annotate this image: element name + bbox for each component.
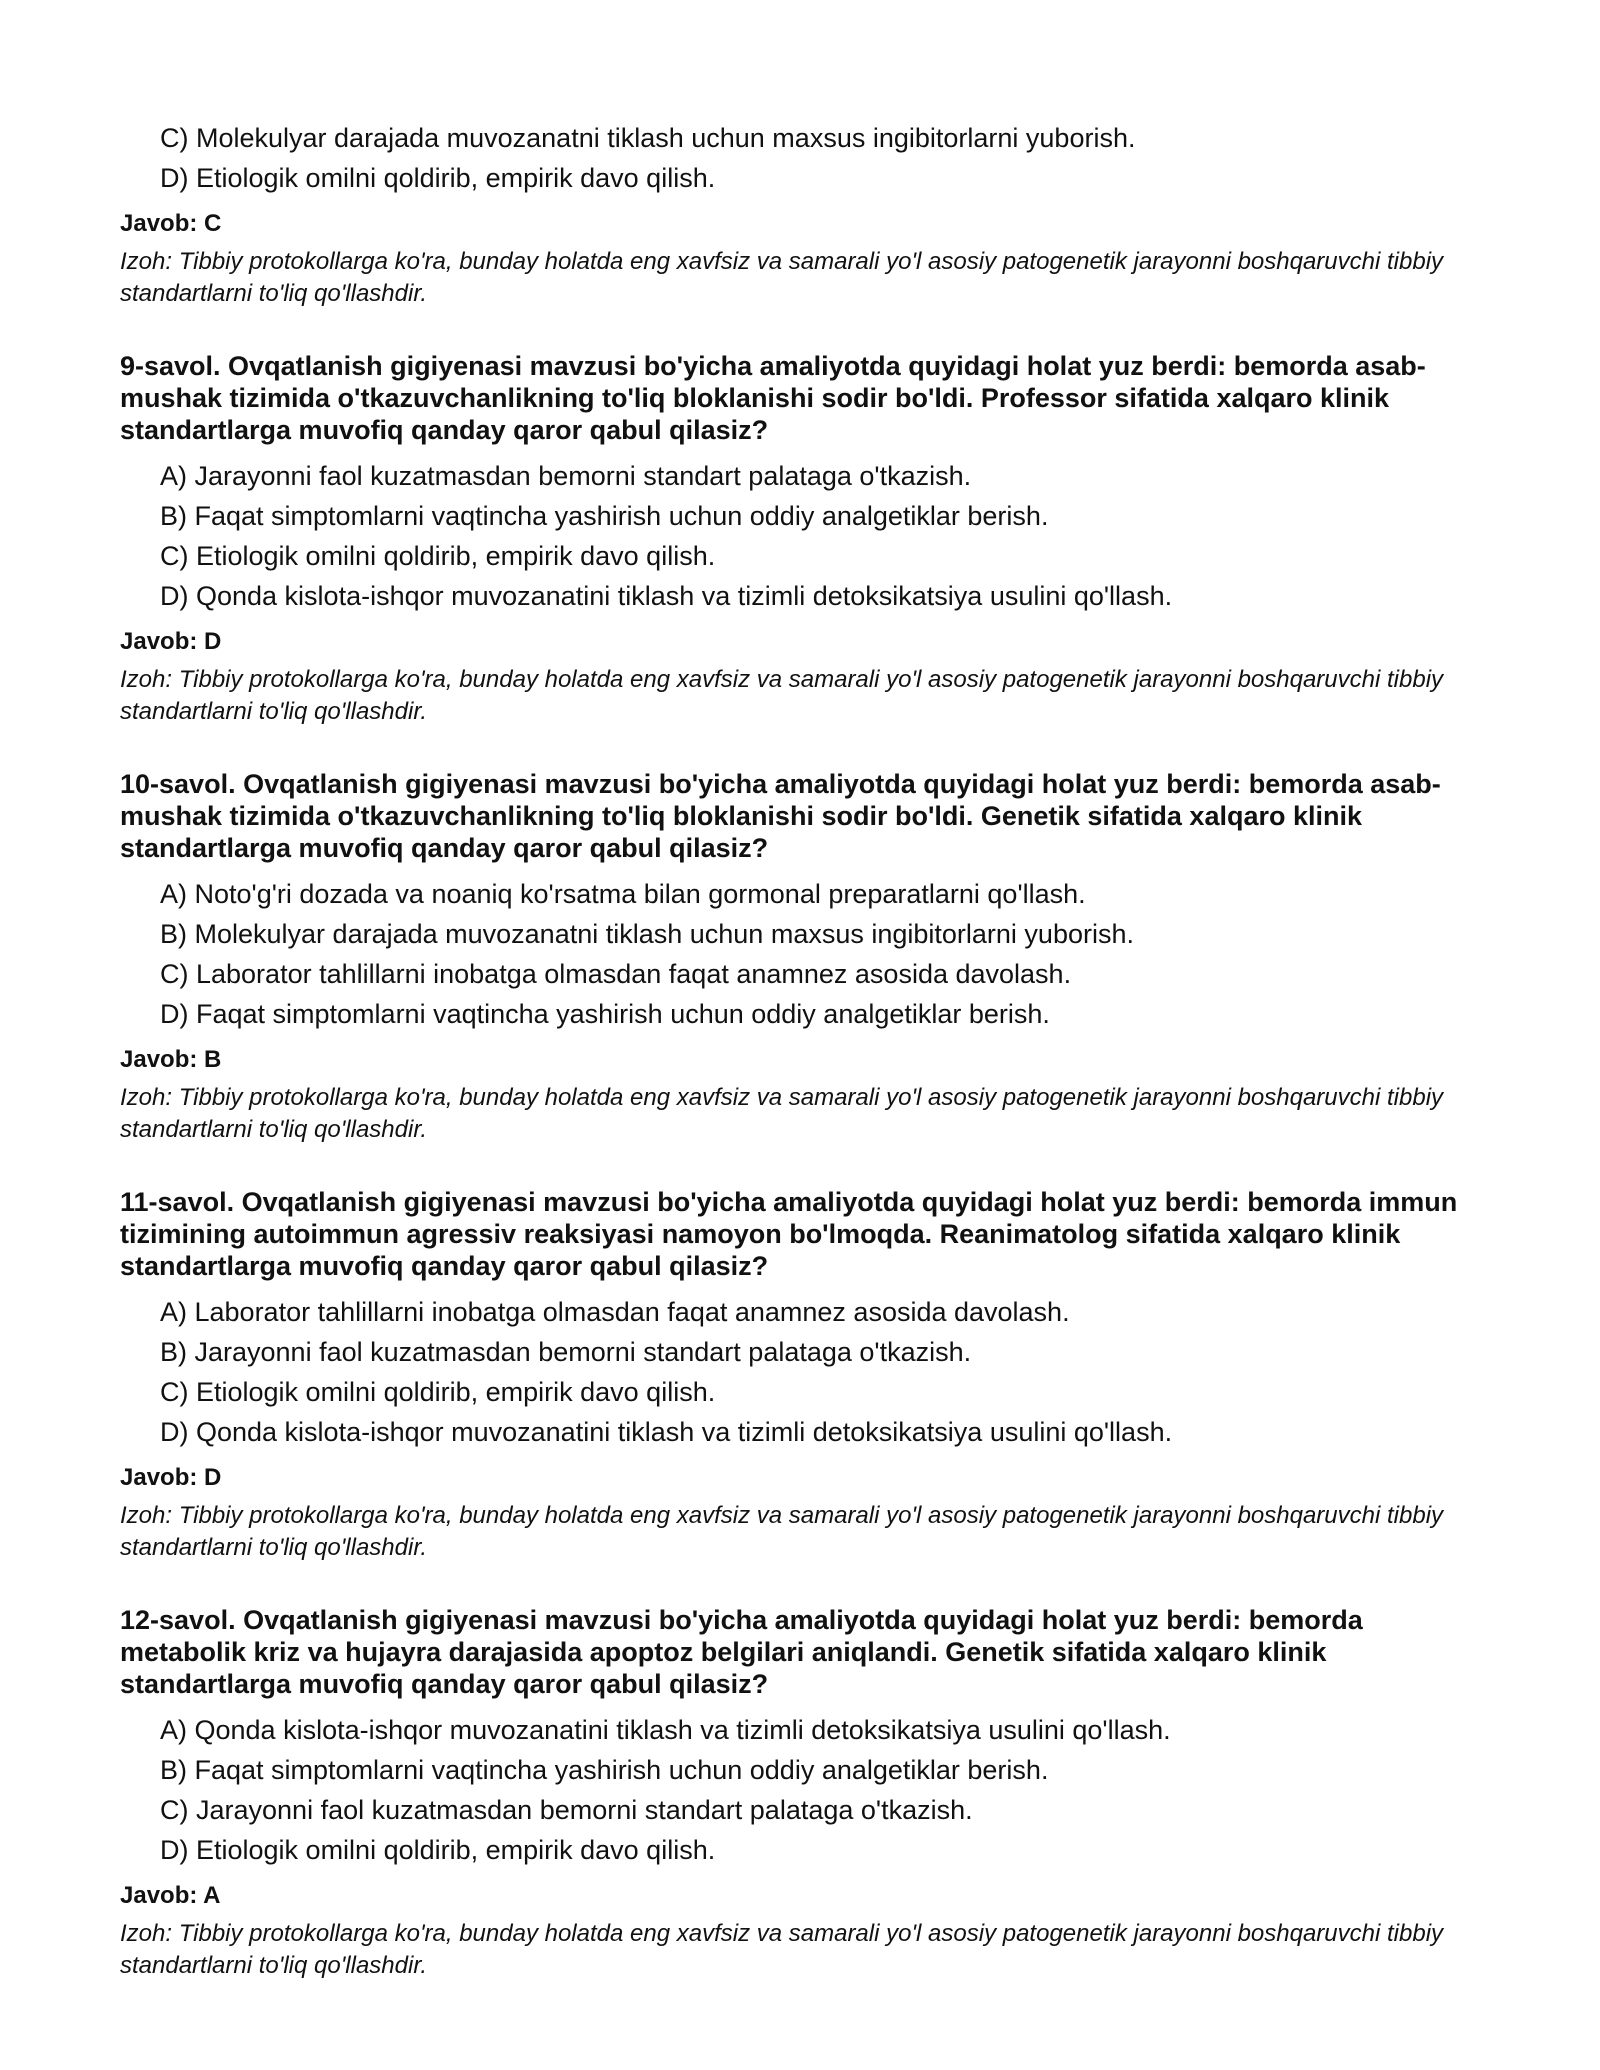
option-c: C) Etiologik omilni qoldirib, empirik davo qilish. xyxy=(160,541,716,571)
answer-label: Javob: A xyxy=(120,1882,221,1909)
option-d: D) Faqat simptomlarni vaqtincha yashirish uchun oddiy analgetiklar berish. xyxy=(160,999,1050,1029)
option-a: A) Jarayonni faol kuzatmasdan bemorni standart palataga o'tkazish. xyxy=(160,461,972,491)
question-9 xyxy=(120,350,1480,728)
explanation-note: Izoh: Tibbiy protokollarga ko'ra, bunday holatda eng xavfsiz va samarali yo'l asosiy patogenetik jarayonni boshqaruvchi tibbiy standartlarni to'liq qo'llashdir. xyxy=(120,1920,1444,1979)
answer-label: Javob: C xyxy=(120,210,222,237)
option-c: C) Etiologik omilni qoldirib, empirik davo qilish. xyxy=(160,1377,716,1407)
option-c: C) Molekulyar darajada muvozanatni tiklash uchun maxsus ingibitorlarni yuborish. xyxy=(160,123,1136,153)
answer-label: Javob: B xyxy=(120,1046,222,1073)
option-c: C) Laborator tahlillarni inobatga olmasdan faqat anamnez asosida davolash. xyxy=(160,959,1072,989)
explanation-note: Izoh: Tibbiy protokollarga ko'ra, bunday holatda eng xavfsiz va samarali yo'l asosiy patogenetik jarayonni boshqaruvchi tibbiy standartlarni to'liq qo'llashdir. xyxy=(120,666,1444,725)
answer-label: Javob: D xyxy=(120,1464,222,1491)
question-10 xyxy=(120,768,1480,1146)
document-page xyxy=(120,118,1480,1982)
explanation-note: Izoh: Tibbiy protokollarga ko'ra, bunday holatda eng xavfsiz va samarali yo'l asosiy patogenetik jarayonni boshqaruvchi tibbiy standartlarni to'liq qo'llashdir. xyxy=(120,1502,1444,1561)
option-b: B) Faqat simptomlarni vaqtincha yashirish uchun oddiy analgetiklar berish. xyxy=(160,501,1049,531)
options-list xyxy=(120,1710,1480,1870)
question-12 xyxy=(120,1604,1480,1982)
explanation-note: Izoh: Tibbiy protokollarga ko'ra, bunday holatda eng xavfsiz va samarali yo'l asosiy patogenetik jarayonni boshqaruvchi tibbiy standartlarni to'liq qo'llashdir. xyxy=(120,1084,1444,1143)
option-d: D) Etiologik omilni qoldirib, empirik davo qilish. xyxy=(160,163,716,193)
option-b: B) Faqat simptomlarni vaqtincha yashirish uchun oddiy analgetiklar berish. xyxy=(160,1755,1049,1785)
option-d: D) Etiologik omilni qoldirib, empirik davo qilish. xyxy=(160,1835,716,1865)
question-title: 12-savol. Ovqatlanish gigiyenasi mavzusi bo'yicha amaliyotda quyidagi holat yuz berdi: bemorda metabolik kriz va hujayra darajasida apoptoz belgilari aniqlandi. Genetik sifatida xalqaro klinik standartlarga muvofiq qanday qaror qabul qilasiz? xyxy=(120,1605,1363,1699)
question-title: 11-savol. Ovqatlanish gigiyenasi mavzusi bo'yicha amaliyotda quyidagi holat yuz berdi: bemorda immun tizimining autoimmun agressiv reaksiyasi namoyon bo'lmoqda. Reanimatolog sifatida xalqaro klinik standartlarga muvofiq qanday qaror qabul qilasiz? xyxy=(120,1187,1458,1281)
options-list xyxy=(120,456,1480,616)
option-b: B) Molekulyar darajada muvozanatni tiklash uchun maxsus ingibitorlarni yuborish. xyxy=(160,919,1134,949)
option-a: A) Noto'g'ri dozada va noaniq ko'rsatma bilan gormonal preparatlarni qo'llash. xyxy=(160,879,1086,909)
question-title: 9-savol. Ovqatlanish gigiyenasi mavzusi bo'yicha amaliyotda quyidagi holat yuz berdi: bemorda asab-mushak tizimida o'tkazuvchanlikning to'liq bloklanishi sodir bo'ldi. Professor sifatida xalqaro klinik standartlarga muvofiq qanday qaror qabul qilasiz? xyxy=(120,351,1426,445)
options-list xyxy=(120,118,1480,198)
options-list xyxy=(120,874,1480,1034)
option-a: A) Laborator tahlillarni inobatga olmasdan faqat anamnez asosida davolash. xyxy=(160,1297,1070,1327)
option-d: D) Qonda kislota-ishqor muvozanatini tiklash va tizimli detoksikatsiya usulini qo'llash. xyxy=(160,1417,1173,1447)
option-c: C) Jarayonni faol kuzatmasdan bemorni standart palataga o'tkazish. xyxy=(160,1795,973,1825)
question-11 xyxy=(120,1186,1480,1564)
answer-label: Javob: D xyxy=(120,628,222,655)
explanation-note: Izoh: Tibbiy protokollarga ko'ra, bunday holatda eng xavfsiz va samarali yo'l asosiy patogenetik jarayonni boshqaruvchi tibbiy standartlarni to'liq qo'llashdir. xyxy=(120,248,1444,307)
option-a: A) Qonda kislota-ishqor muvozanatini tiklash va tizimli detoksikatsiya usulini qo'llash. xyxy=(160,1715,1171,1745)
option-b: B) Jarayonni faol kuzatmasdan bemorni standart palataga o'tkazish. xyxy=(160,1337,972,1367)
options-list xyxy=(120,1292,1480,1452)
option-d: D) Qonda kislota-ishqor muvozanatini tiklash va tizimli detoksikatsiya usulini qo'llash. xyxy=(160,581,1173,611)
question-8-continuation xyxy=(120,118,1480,310)
question-title: 10-savol. Ovqatlanish gigiyenasi mavzusi bo'yicha amaliyotda quyidagi holat yuz berdi: bemorda asab-mushak tizimida o'tkazuvchanlikning to'liq bloklanishi sodir bo'ldi. Genetik sifatida xalqaro klinik standartlarga muvofiq qanday qaror qabul qilasiz? xyxy=(120,769,1441,863)
